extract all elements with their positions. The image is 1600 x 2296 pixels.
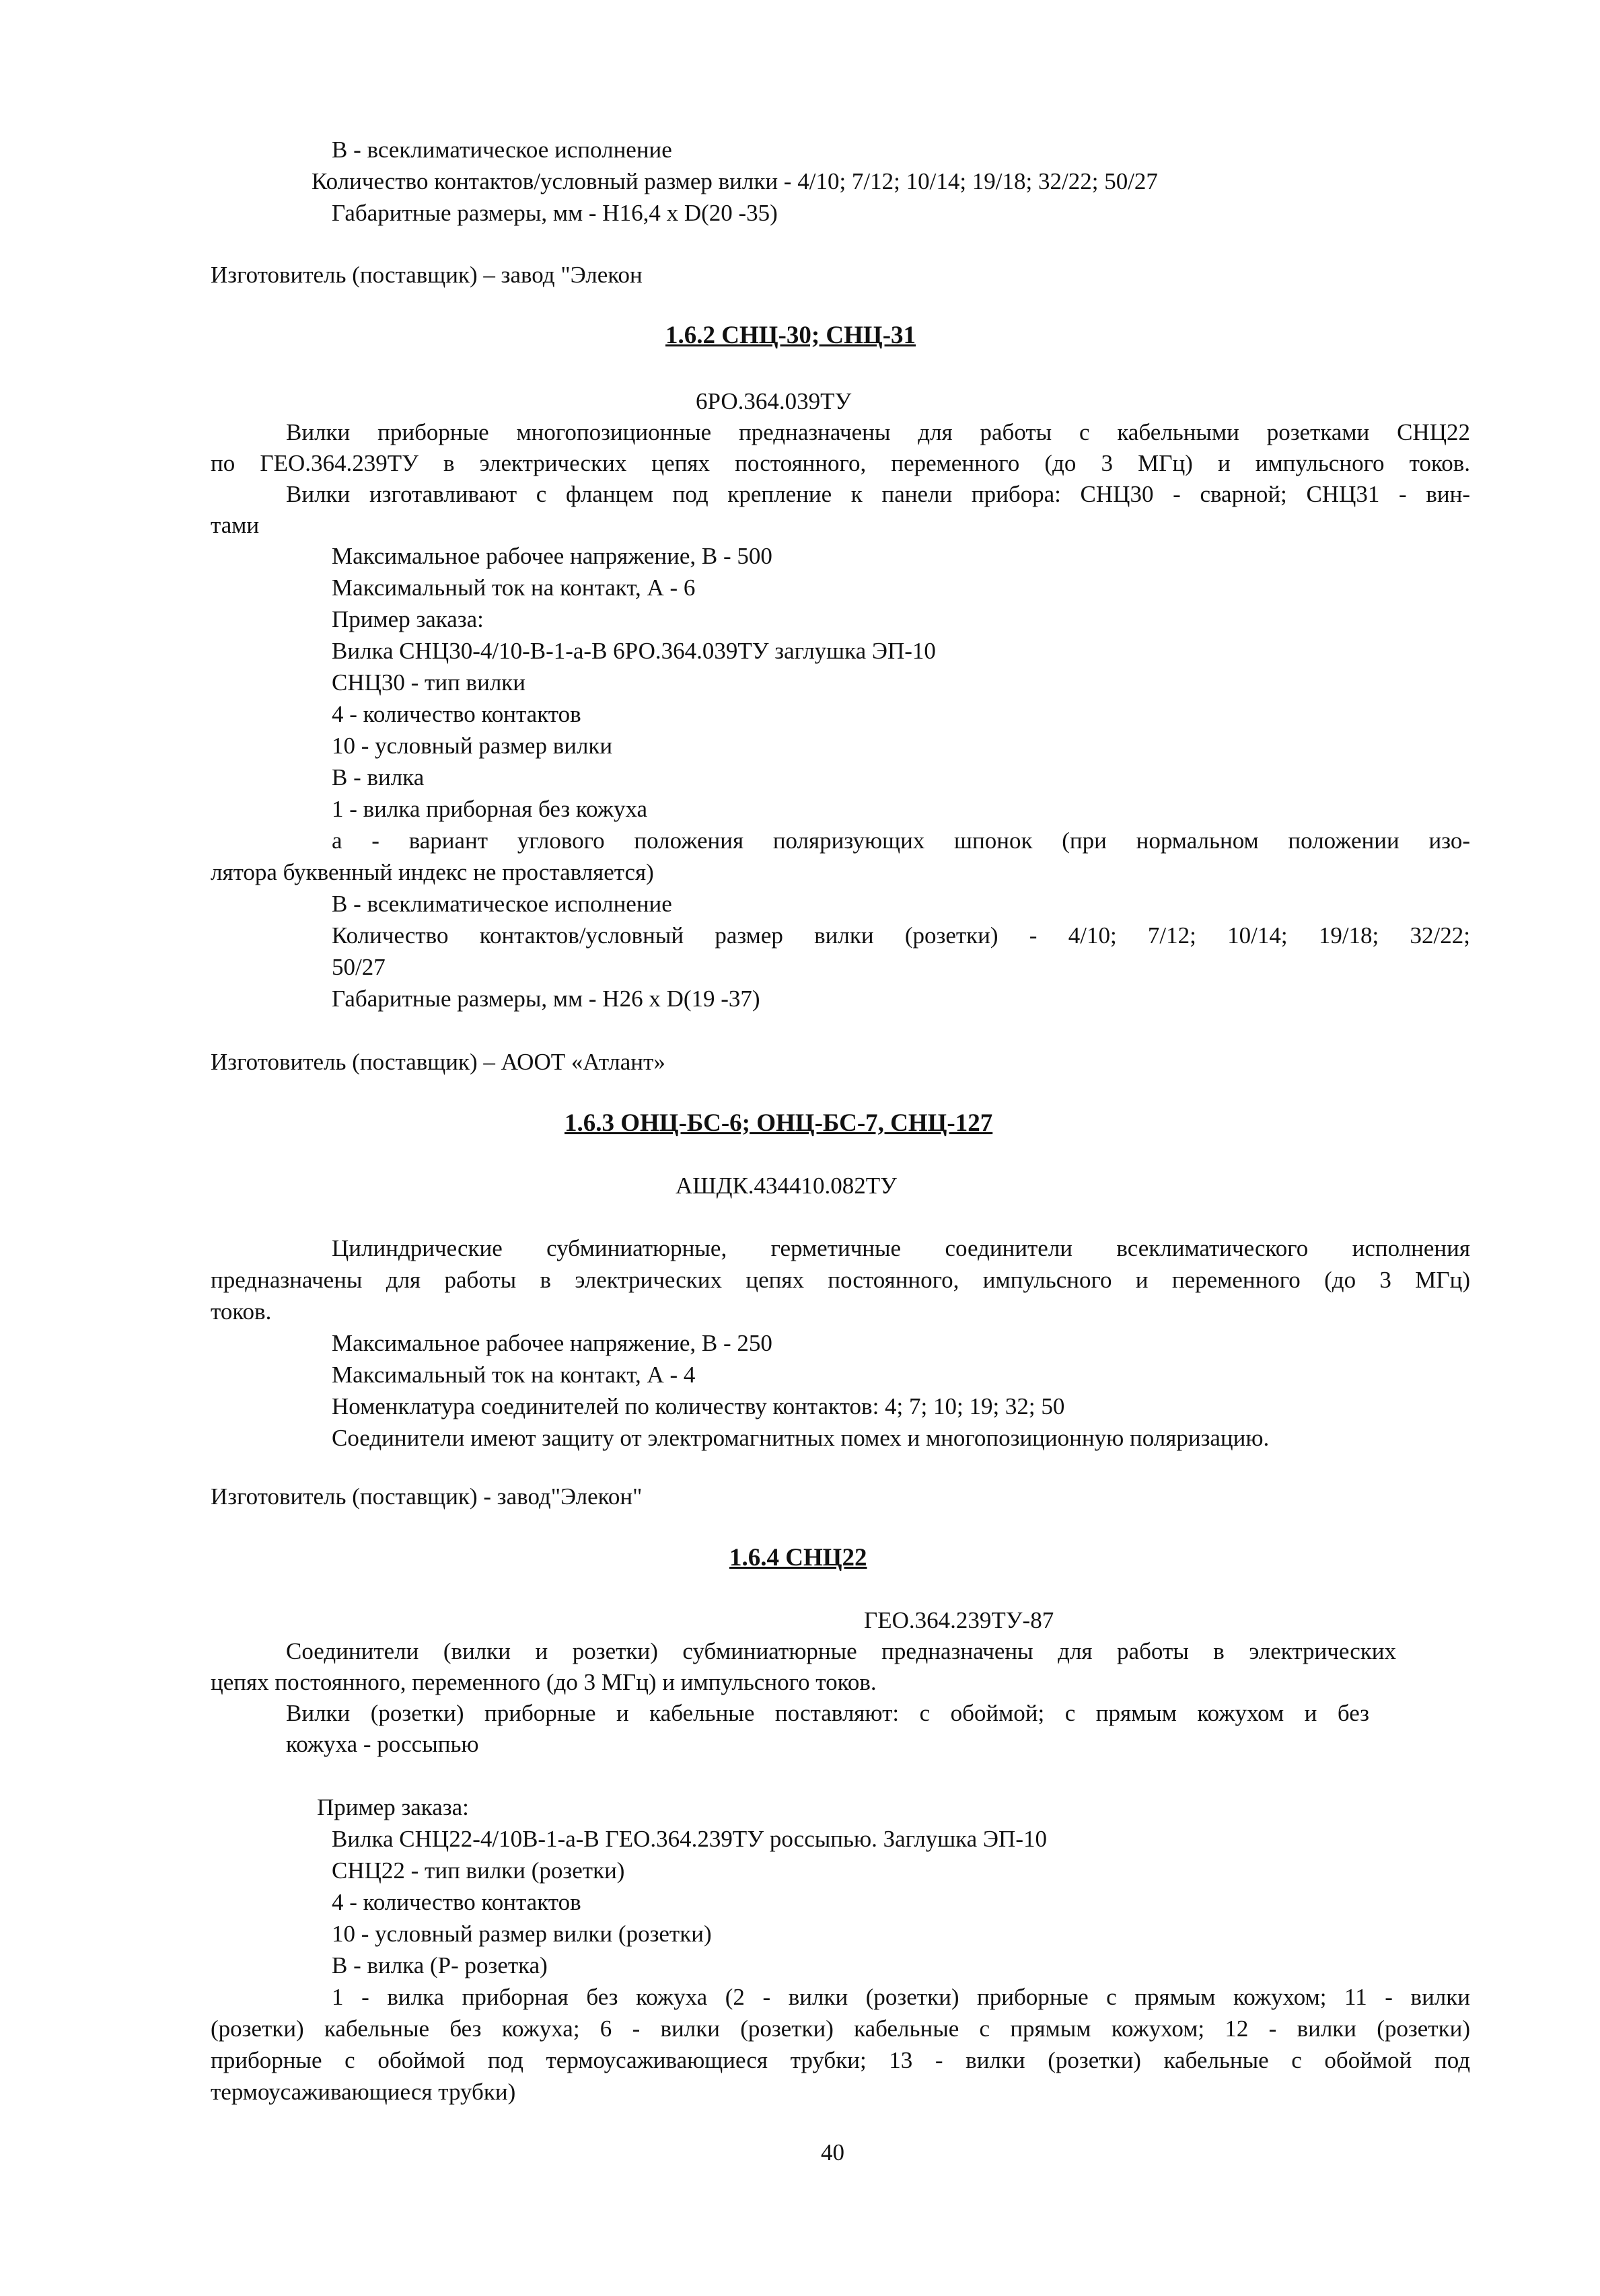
paragraph-line: цепях постоянного, переменного (до 3 МГц) и импульсного токов. <box>211 1669 877 1695</box>
contacts-line: Количество контактов/условный размер вилки - 4/10; 7/12; 10/14; 19/18; 32/22; 50/27 <box>312 168 1158 194</box>
list-item: Максимальное рабочее напряжение, В - 250 <box>332 1330 772 1356</box>
list-item: (розетки) кабельные без кожуха; 6 - вилки (розетки) кабельные с прямым кожухом; 12 - вилки (розетки) <box>211 2015 1470 2042</box>
list-item: В - всеклиматическое исполнение <box>332 891 672 917</box>
list-item: термоусаживающиеся трубки) <box>211 2079 516 2105</box>
manufacturer-line: Изготовитель (поставщик) – АООТ «Атлант» <box>211 1049 665 1075</box>
list-item: 10 - условный размер вилки (розетки) <box>332 1921 712 1947</box>
list-item: СНЦ30 - тип вилки <box>332 669 526 696</box>
paragraph-line: по ГЕО.364.239ТУ в электрических цепях постоянного, переменного (до 3 МГц) и импульсного токов. <box>211 450 1470 476</box>
list-item: 1 - вилка приборная без кожуха <box>332 796 648 822</box>
section-heading-1-6-2: 1.6.2 СНЦ-30; СНЦ-31 <box>665 322 916 349</box>
paragraph-line: кожуха - россыпью <box>286 1731 479 1757</box>
paragraph-line: тами <box>211 512 260 538</box>
list-item: 4 - количество контактов <box>332 701 581 727</box>
list-item: Максимальный ток на контакт, А - 6 <box>332 575 696 601</box>
manufacturer-line: Изготовитель (поставщик) – завод "Элекон <box>211 262 643 288</box>
list-item: Габаритные размеры, мм - Н26 х D(19 -37) <box>332 986 760 1012</box>
dimensions-line: Габаритные размеры, мм - Н16,4 х D(20 -35) <box>332 200 778 226</box>
list-item: Пример заказа: <box>317 1794 469 1820</box>
paragraph-line: Вилки изготавливают с фланцем под крепление к панели прибора: СНЦ30 - сварной; СНЦ31 - вин- <box>286 481 1470 507</box>
list-item: приборные с обоймой под термоусаживающиеся трубки; 13 - вилки (розетки) кабельные с обоймой под <box>211 2047 1470 2073</box>
list-item: Номенклатура соединителей по количеству контактов: 4; 7; 10; 19; 32; 50 <box>332 1393 1065 1419</box>
paragraph-line: Цилиндрические субминиатюрные, герметичные соединители всеклиматического исполнения <box>332 1235 1470 1261</box>
list-item: 10 - условный размер вилки <box>332 733 613 759</box>
list-item: 4 - количество контактов <box>332 1889 581 1915</box>
paragraph-line: Соединители (вилки и розетки) субминиатюрные предназначены для работы в электрических <box>286 1638 1396 1664</box>
section-heading-1-6-3: 1.6.3 ОНЦ-БС-6; ОНЦ-БС-7, СНЦ-127 <box>565 1109 993 1137</box>
paragraph-line: предназначены для работы в электрических цепях постоянного, импульсного и переменного (до 3 МГц) <box>211 1267 1470 1293</box>
manufacturer-line: Изготовитель (поставщик) - завод"Элекон" <box>211 1483 643 1510</box>
list-item: Пример заказа: <box>332 606 484 632</box>
list-item: лятора буквенный индекс не проставляется) <box>211 859 654 885</box>
paragraph-line: Вилки (розетки) приборные и кабельные поставляют: с обоймой; с прямым кожухом и без <box>286 1700 1369 1726</box>
spec-number: 6РО.364.039ТУ <box>696 388 852 414</box>
list-item: 50/27 <box>332 954 386 980</box>
spec-number: ГЕО.364.239ТУ-87 <box>864 1607 1054 1633</box>
list-item: Соединители имеют защиту от электромагнитных помех и многопозиционную поляризацию. <box>332 1425 1270 1451</box>
list-item: В - вилка <box>332 764 425 790</box>
list-item: Количество контактов/условный размер вилки (розетки) - 4/10; 7/12; 10/14; 19/18; 32/22; <box>332 922 1470 949</box>
section-heading-1-6-4: 1.6.4 СНЦ22 <box>729 1544 867 1571</box>
list-item: 1 - вилка приборная без кожуха (2 - вилки (розетки) приборные с прямым кожухом; 11 - вилки <box>332 1984 1470 2010</box>
climate-line: В - всеклиматическое исполнение <box>332 137 672 163</box>
list-item: Вилка СНЦ22-4/10В-1-а-В ГЕО.364.239ТУ россыпью. Заглушка ЭП-10 <box>332 1826 1047 1852</box>
list-item: а - вариант углового положения поляризующих шпонок (при нормальном положении изо- <box>332 827 1470 854</box>
list-item: Максимальный ток на контакт, А - 4 <box>332 1362 696 1388</box>
list-item: Вилка СНЦ30-4/10-В-1-а-В 6РО.364.039ТУ заглушка ЭП-10 <box>332 638 936 664</box>
list-item: СНЦ22 - тип вилки (розетки) <box>332 1857 625 1884</box>
spec-number: АШДК.434410.082ТУ <box>676 1173 897 1199</box>
paragraph-line: Вилки приборные многопозиционные предназначены для работы с кабельными розетками СНЦ22 <box>286 419 1470 445</box>
paragraph-line: токов. <box>211 1298 272 1325</box>
page-number: 40 <box>821 2139 844 2165</box>
list-item: Максимальное рабочее напряжение, В - 500 <box>332 543 772 569</box>
list-item: В - вилка (Р- розетка) <box>332 1952 548 1978</box>
